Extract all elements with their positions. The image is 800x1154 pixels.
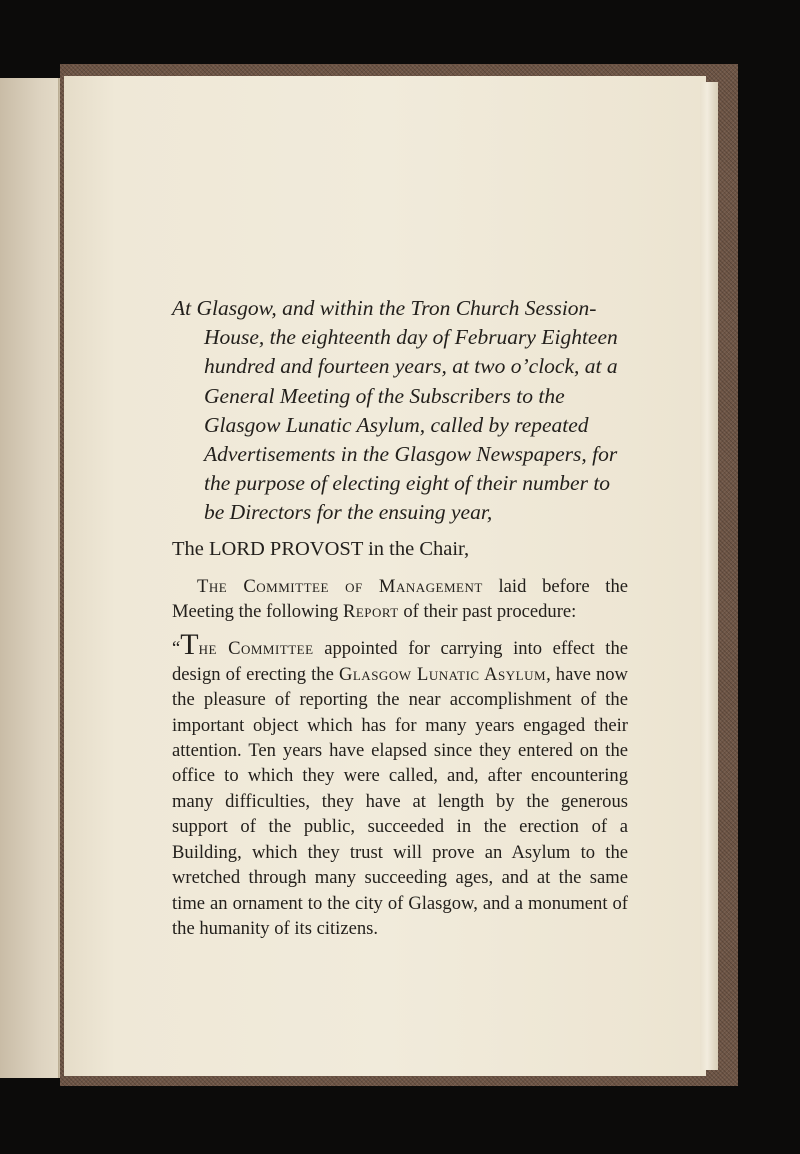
drop-cap: T [180, 628, 199, 662]
asylum-name: Glasgow Lunatic Asylum [338, 663, 547, 685]
report-word: Report [342, 601, 399, 623]
page-text [172, 294, 628, 941]
chair-line: The LORD PROVOST in the Chair, [172, 537, 470, 560]
report-lead: he Committee [198, 638, 314, 660]
committee-name: The Committee of Management [197, 575, 483, 597]
intro-paragraph: At Glasgow, and within the Tron Church Session-House, the eighteenth day of February Eighteen hundred and fourteen years, at two o’clock, at a General Meeting of the Subscribers to the Glasgow Lunatic Asylum, called by repeated Advertisements in the Glasgow Newspapers, for the purpose of electing eight of their number to be Directors for the ensuing year, [172, 296, 618, 525]
committee-paragraph [172, 574, 628, 625]
open-quote: “ [172, 638, 181, 660]
report-text-1: appointed for carrying into effect the design of erecting the [172, 638, 629, 685]
committee-text-end: of their past procedure: [398, 601, 577, 623]
facing-page-edge [0, 78, 66, 1078]
page-stack-edge [700, 82, 718, 1070]
report-text-2: , have now the pleasure of reporting the near accomplishment of the important object which has for many years engaged their attention. Ten years have elapsed since they entered on the office to which they were called, and, after encountering many difficulties, they have at length by the generous support of the public, succeeded in the erection of a Building, which they trust will prove an Asylum to the wretched through many succeeding ages, and at the same time an ornament to the city of Glasgow, and a monument of the humanity of its citizens. [172, 663, 628, 939]
report-paragraph [172, 628, 629, 941]
committee-text: laid before the Meeting the following [172, 575, 629, 623]
